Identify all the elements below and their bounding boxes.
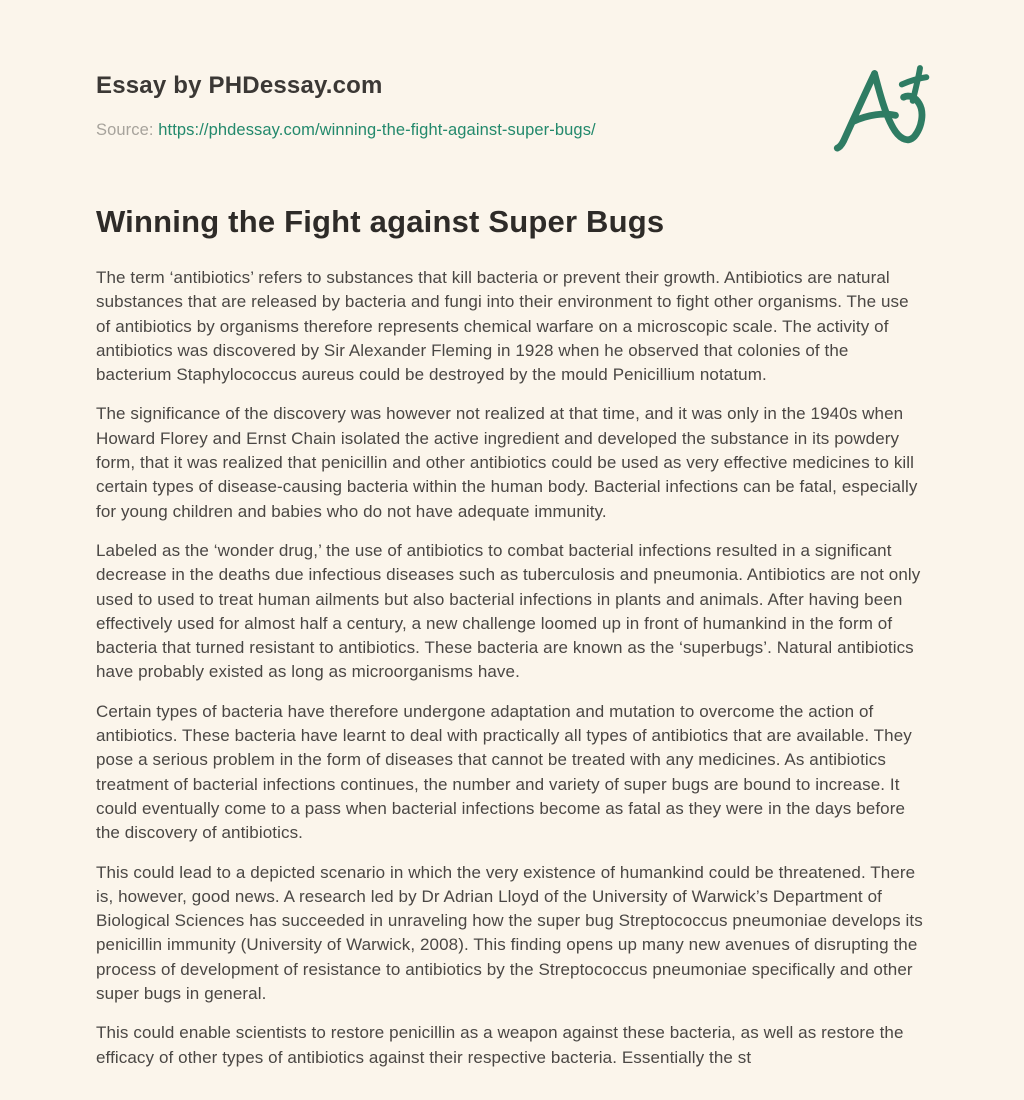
- essay-body: [96, 266, 924, 1070]
- source-label: Source:: [96, 121, 154, 139]
- phdessay-logo: [830, 62, 930, 156]
- essay-main: [96, 204, 924, 1070]
- source-row: [96, 121, 924, 140]
- essay-paragraph: The term ‘antibiotics’ refers to substances that kill bacteria or prevent their growth. Antibiotics are natural substances that are released by bacteria and fungi into their environment to fight other organisms. The use of antibiotics by organisms therefore represents chemical warfare on a microscopic scale. The activity of antibiotics was discovered by Sir Alexander Fleming in 1928 when he observed that colonies of the bacterium Staphylococcus aureus could be destroyed by the mould Penicillium notatum.: [96, 268, 909, 385]
- source-link[interactable]: https://phdessay.com/winning-the-fight-against-super-bugs/: [158, 121, 596, 139]
- essay-paragraph: Labeled as the ‘wonder drug,’ the use of antibiotics to combat bacterial infections resulted in a significant decrease in the deaths due infectious diseases such as tuberculosis and pneumonia. Antibiotics are not only used to used to treat human ailments but also bacterial infections in plants and animals. After having been effectively used for almost half a century, a new challenge loomed up in front of humankind in the form of bacteria that turned resistant to antibiotics. These bacteria are known as the ‘superbugs’. Natural antibiotics have probably existed as long as microorganisms have.: [96, 540, 921, 682]
- essay-paragraph: This could lead to a depicted scenario in which the very existence of humankind could be threatened. There is, however, good news. A research led by Dr Adrian Lloyd of the University of Warwick’s Department of Biological Sciences has succeeded in unraveling how the super bug Streptococcus pneumoniae develops its penicillin immunity (University of Warwick, 2008). This finding opens up many new avenues of disrupting the process of development of resistance to antibiotics by the Streptococcus pneumoniae specifically and other super bugs in general.: [96, 862, 923, 1004]
- essay-byline: Essay by PHDessay.com: [96, 72, 383, 99]
- essay-paragraph: This could enable scientists to restore penicillin as a weapon against these bacteria, as well as restore the efficacy of other types of antibiotics against their respective bacteria. Essentially the st: [96, 1023, 904, 1067]
- essay-title: Winning the Fight against Super Bugs: [96, 204, 665, 239]
- essay-paragraph: Certain types of bacteria have therefore undergone adaptation and mutation to overcome the action of antibiotics. These bacteria have learnt to deal with practically all types of antibiotics that are available. They pose a serious problem in the form of diseases that cannot be treated with any medicines. As antibiotics treatment of bacterial infections continues, the number and variety of super bugs are bound to increase. It could eventually come to a pass when bacterial infections become as fatal as they were in the days before the discovery of antibiotics.: [96, 701, 912, 843]
- a-plus-logo-icon: [830, 62, 930, 156]
- essay-header: [96, 0, 924, 140]
- essay-paragraph: The significance of the discovery was however not realized at that time, and it was only in the 1940s when Howard Florey and Ernst Chain isolated the active ingredient and developed the substance in its powdery form, that it was realized that penicillin and other antibiotics could be used as very effective medicines to kill certain types of disease-causing bacteria within the human body. Bacterial infections can be fatal, especially for young children and babies who do not have adequate immunity.: [96, 404, 918, 521]
